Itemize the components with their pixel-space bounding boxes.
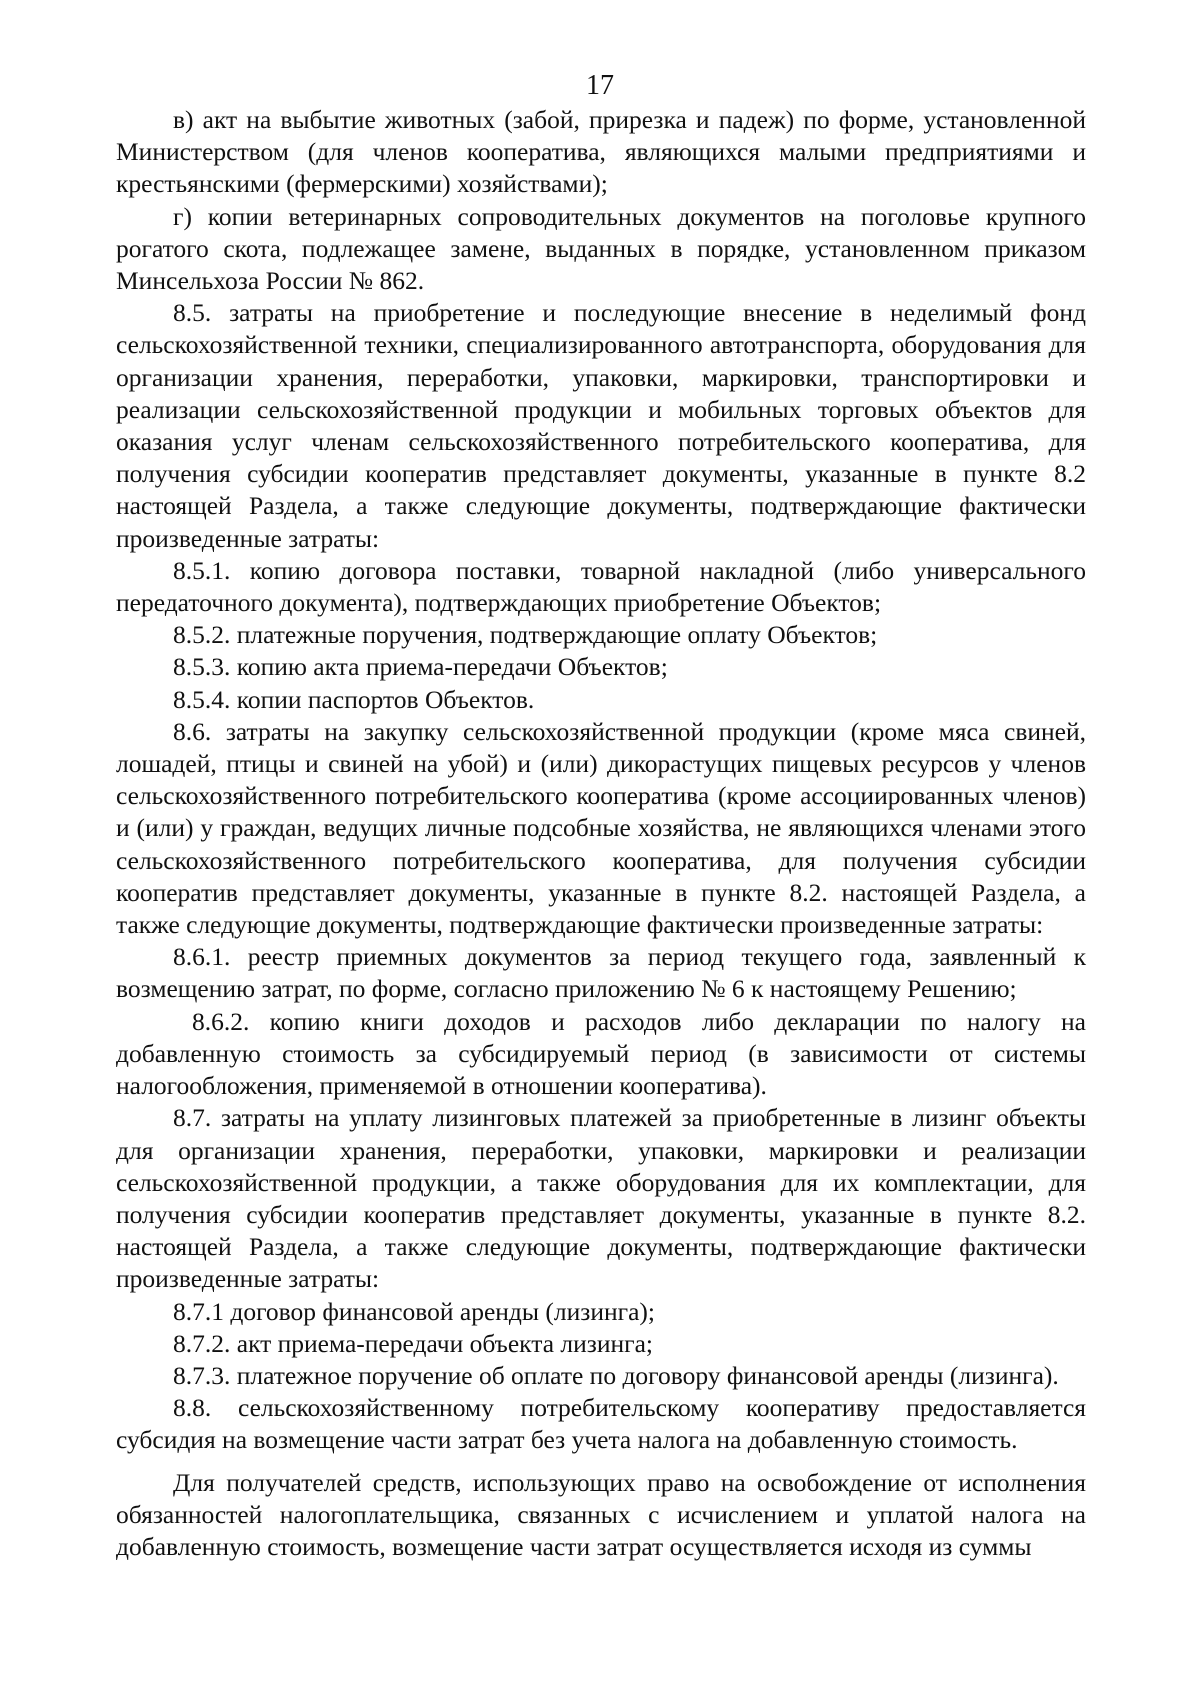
paragraph-8-5: 8.5. затраты на приобретение и последующие внесение в неделимый фонд сельскохозяйственной техники, специализированного автотранспорта, оборудования для организации хранения, переработки, упаковки, маркировки, транспортировки и реализации сельскохозяйственной продукции и мобильных торговых объектов для оказания услуг членам сельскохозяйственного потребительского кооператива, для получения субсидии кооператив представляет документы, указанные в пункте 8.2 настоящей Раздела, а также следующие документы, подтверждающие фактически произведенные затраты: bbox=[116, 298, 1086, 553]
paragraph-8-5-4: 8.5.4. копии паспортов Объектов. bbox=[173, 684, 535, 714]
paragraph-8-7-2: 8.7.2. акт приема-передачи объекта лизинга; bbox=[173, 1328, 653, 1358]
page-number: 17 bbox=[586, 70, 614, 101]
paragraph-8-6-1: 8.6.1. реестр приемных документов за период текущего года, заявленный к возмещению затрат, по форме, согласно приложению № 6 к настоящему Решению; bbox=[116, 942, 1086, 1004]
document-body bbox=[116, 104, 1086, 1563]
paragraph-8-5-3: 8.5.3. копию акта приема-передачи Объектов; bbox=[173, 652, 668, 682]
paragraph-8-8: 8.8. сельскохозяйственному потребительскому кооперативу предоставляется субсидия на возмещение части затрат без учета налога на добавленную стоимость. bbox=[116, 1393, 1086, 1455]
paragraph-8-6: 8.6. затраты на закупку сельскохозяйственной продукции (кроме мяса свиней, лошадей, птицы и свиней на убой) и (или) дикорастущих пищевых ресурсов у членов сельскохозяйственного потребительского кооператива (кроме ассоциированных членов) и (или) у граждан, ведущих личные подсобные хозяйства, не являющихся членами этого сельскохозяйственного потребительского кооператива, для получения субсидии кооператив представляет документы, указанные в пункте 8.2. настоящей Раздела, а также следующие документы, подтверждающие фактически произведенные затраты: bbox=[116, 716, 1086, 940]
paragraph-v-animal-disposal-act: в) акт на выбытие животных (забой, прирезка и падеж) по форме, установленной Министерством (для членов кооператива, являющихся малыми предприятиями и крестьянскими (фермерскими) хозяйствами); bbox=[116, 105, 1086, 199]
paragraph-8-6-2: 8.6.2. копию книги доходов и расходов либо декларации по налогу на добавленную стоимость за субсидируемый период (в зависимости от системы налогообложения, применяемой в отношении кооператива). bbox=[116, 1006, 1086, 1101]
paragraph-vat-exemption: Для получателей средств, использующих право на освобождение от исполнения обязанностей налогоплательщика, связанных с исчислением и уплатой налога на добавленную стоимость, возмещение части затрат осуществляется исходя из суммы bbox=[116, 1467, 1086, 1561]
paragraph-8-7-3: 8.7.3. платежное поручение об оплате по договору финансовой аренды (лизинга). bbox=[173, 1360, 1059, 1390]
paragraph-8-7: 8.7. затраты на уплату лизинговых платежей за приобретенные в лизинг объекты для организации хранения, переработки, упаковки, маркировки и реализации сельскохозяйственной продукции, а также оборудования для их комплектации, для получения субсидии кооператив представляет документы, указанные в пункте 8.2. настоящей Раздела, а также следующие документы, подтверждающие фактически произведенные затраты: bbox=[116, 1103, 1086, 1294]
paragraph-8-5-2: 8.5.2. платежные поручения, подтверждающие оплату Объектов; bbox=[173, 620, 878, 650]
paragraph-8-5-1: 8.5.1. копию договора поставки, товарной накладной (либо универсального передаточного документа), подтверждающих приобретение Объектов; bbox=[116, 555, 1086, 618]
paragraph-8-7-1: 8.7.1 договор финансовой аренды (лизинга); bbox=[173, 1296, 655, 1326]
paragraph-g-veterinary-documents: г) копии ветеринарных сопроводительных документов на поголовье крупного рогатого скота, подлежащее замене, выданных в порядке, установленном приказом Минсельхоза России № 862. bbox=[116, 201, 1086, 296]
